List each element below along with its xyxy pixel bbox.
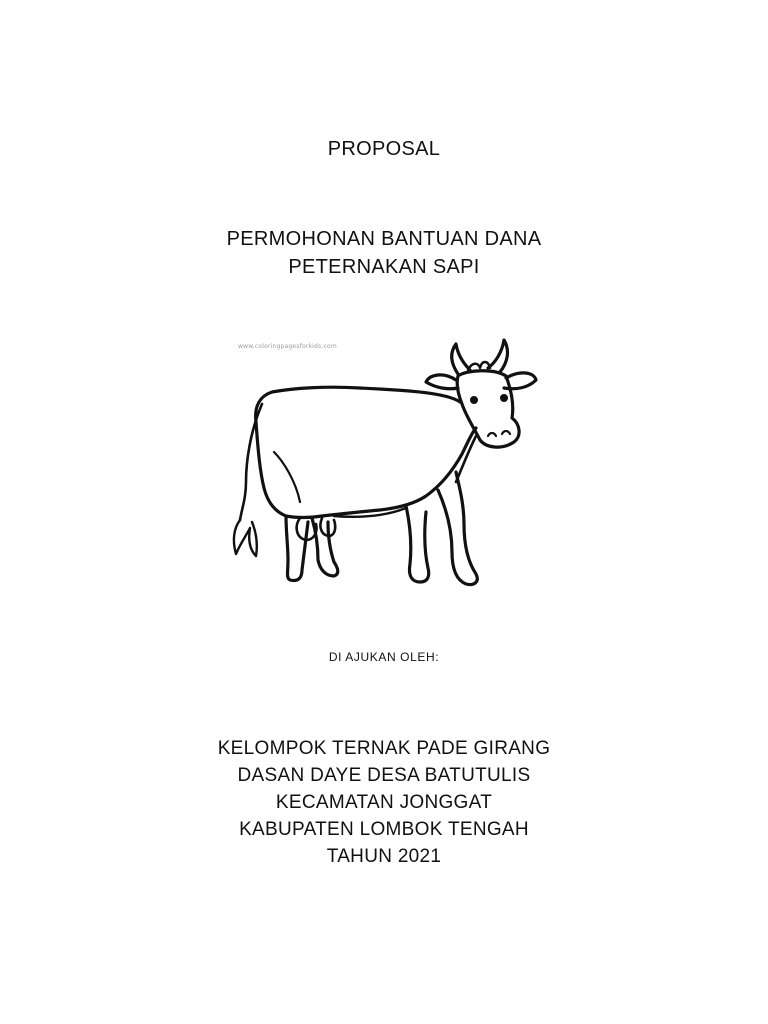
organization-line: DASAN DAYE DESA BATUTULIS [237, 765, 531, 786]
organization-line: KELOMPOK TERNAK PADE GIRANG [217, 738, 551, 759]
organization-line: KABUPATEN LOMBOK TENGAH [239, 819, 529, 840]
cow-icon [230, 332, 542, 600]
submitted-by-label: DI AJUKAN OLEH: [328, 650, 440, 664]
subtitle-line: PERMOHONAN BANTUAN DANA [226, 228, 542, 250]
subtitle-line: PETERNAKAN SAPI [288, 256, 480, 278]
document-title: PROPOSAL [327, 138, 441, 160]
organization-line: KECAMATAN JONGGAT [275, 792, 493, 813]
image-watermark: www.coloringpagesforkids.com [238, 343, 337, 350]
organization-line: TAHUN 2021 [326, 846, 442, 867]
